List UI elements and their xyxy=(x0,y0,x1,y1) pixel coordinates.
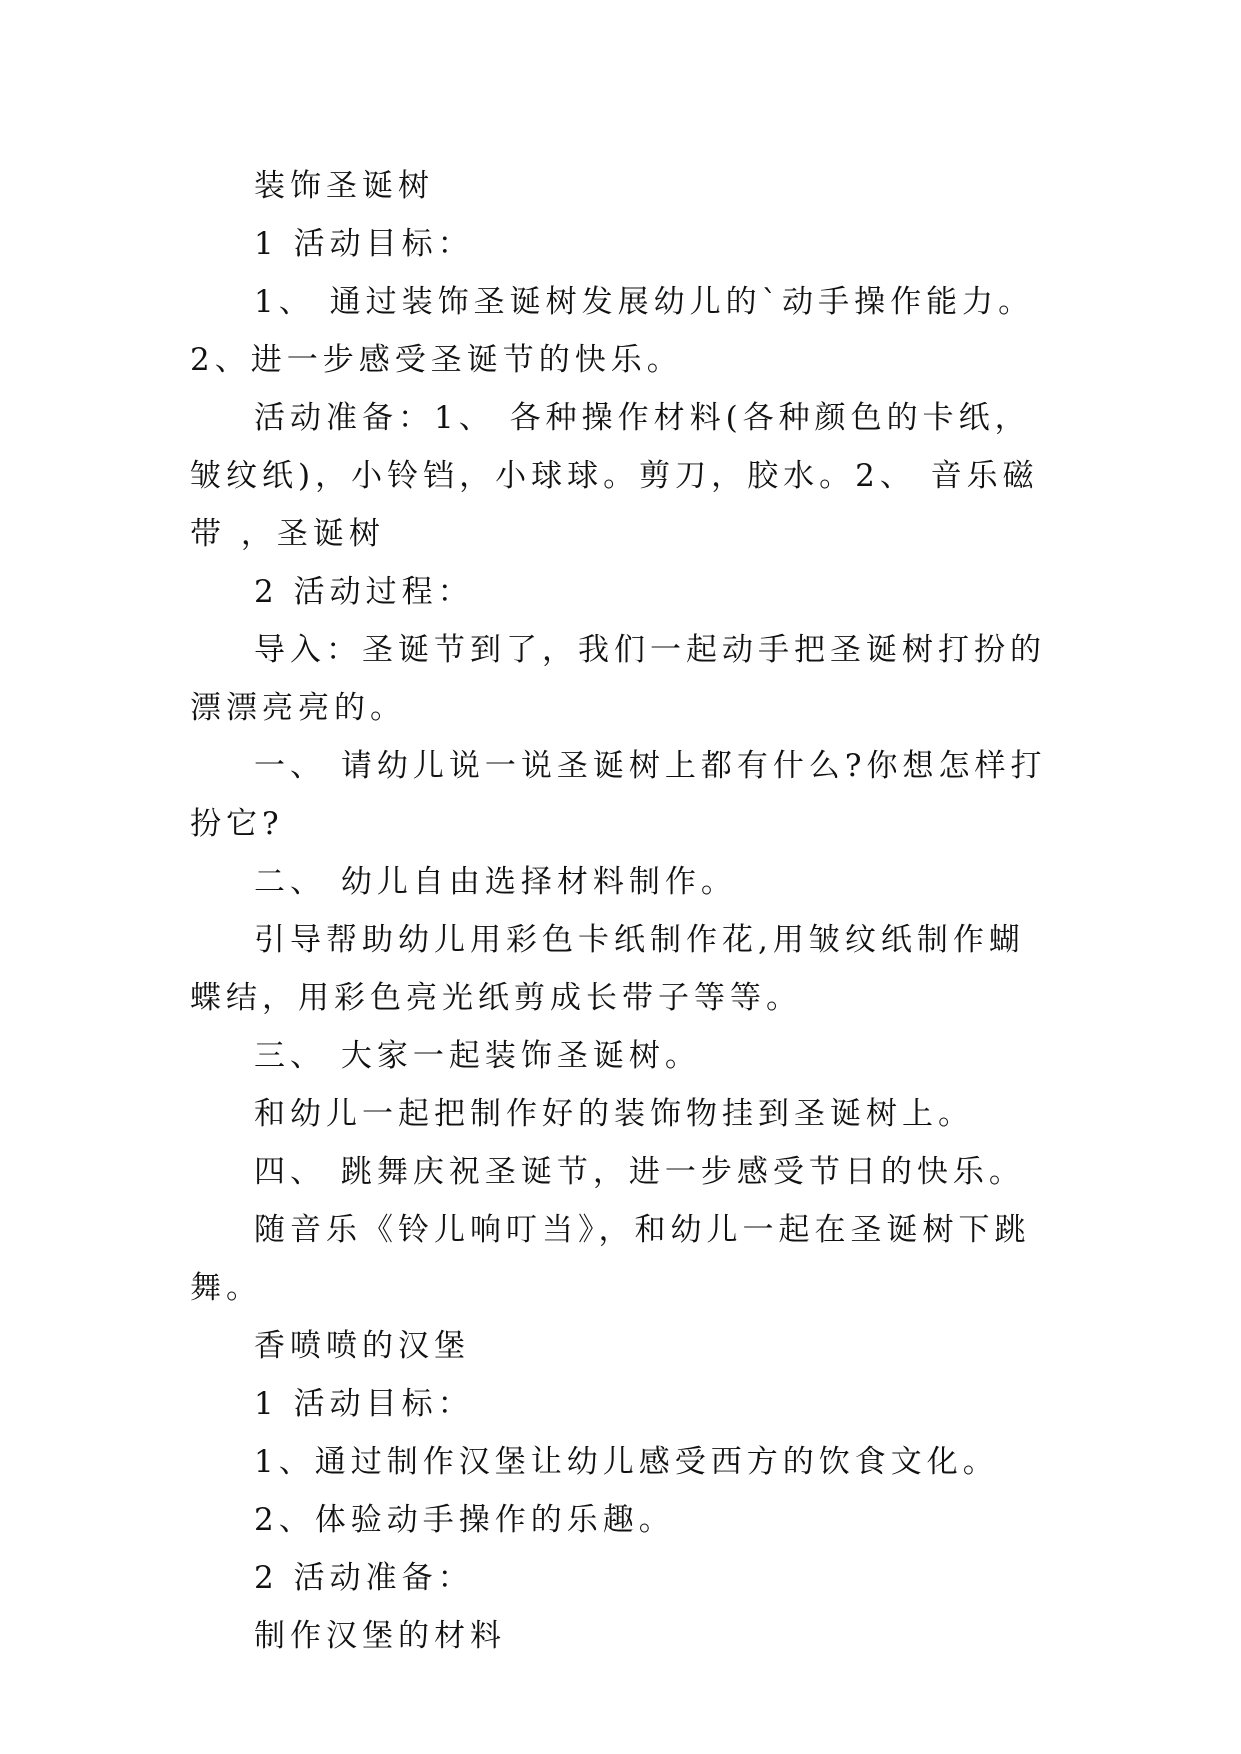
paragraph-step-three-detail: 和幼儿一起把制作好的装饰物挂到圣诞树上。 xyxy=(254,1096,974,1132)
heading-activity-preparation-2: 2 活动准备： xyxy=(254,1560,474,1596)
paragraph-step-two-detail: 引导帮助幼儿用彩色卡纸制作花,用皱纹纸制作蝴蝶结，用彩色亮光纸剪成长带子等等。 xyxy=(190,922,1025,1016)
section-title-hamburger: 香喷喷的汉堡 xyxy=(254,1328,470,1364)
section-title-decorate-christmas-tree: 装饰圣诞树 xyxy=(254,168,434,204)
paragraph-introduction: 导入：圣诞节到了，我们一起动手把圣诞树打扮的漂漂亮亮的。 xyxy=(190,632,1046,726)
paragraph-goal-two: 2、体验动手操作的乐趣。 xyxy=(254,1502,675,1538)
heading-activity-goals: 1 活动目标： xyxy=(254,226,474,262)
paragraph-step-four-detail: 随音乐《铃儿响叮当》，和幼儿一起在圣诞树下跳舞。 xyxy=(190,1212,1031,1306)
paragraph-step-two: 二、 幼儿自由选择材料制作。 xyxy=(254,864,737,900)
heading-activity-process: 2 活动过程： xyxy=(254,574,474,610)
paragraph-step-one: 一、 请幼儿说一说圣诞树上都有什么?你想怎样打扮它? xyxy=(190,748,1047,842)
paragraph-materials: 制作汉堡的材料 xyxy=(254,1618,506,1654)
paragraph-step-four: 四、 跳舞庆祝圣诞节，进一步感受节日的快乐。 xyxy=(254,1154,1025,1190)
document-body xyxy=(190,157,1050,1665)
paragraph-step-three: 三、 大家一起装饰圣诞树。 xyxy=(254,1038,701,1074)
paragraph-goals-list: 1、 通过装饰圣诞树发展幼儿的`动手操作能力。 2、进一步感受圣诞节的快乐。 xyxy=(190,284,1035,378)
heading-activity-goals-2: 1 活动目标： xyxy=(254,1386,474,1422)
paragraph-activity-preparation: 活动准备：1、 各种操作材料(各种颜色的卡纸，皱纹纸)，小铃铛，小球球。剪刀，胶水。2、 音乐磁带 ，圣诞树 xyxy=(190,400,1039,552)
paragraph-goal-one: 1、通过制作汉堡让幼儿感受西方的饮食文化。 xyxy=(254,1444,999,1480)
